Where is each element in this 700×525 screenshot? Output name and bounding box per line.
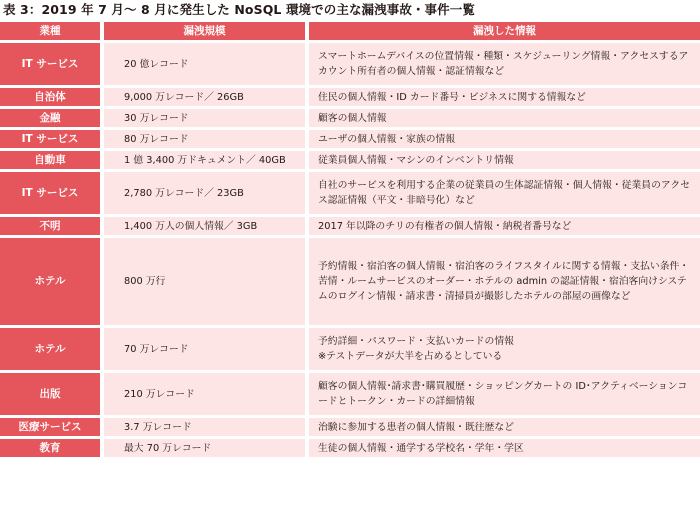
industry-cell: IT サービス: [0, 172, 104, 214]
table-row: [0, 217, 700, 235]
info-cell: 予約情報・宿泊客の個人情報・宿泊客のライフスタイルに関する情報・支払い条件・苦情・ルームサービスのオーダー・ホテルの admin の認証情報・宿泊客向けシステムのログイン情報・請求書・清掃員が撮影したホテルの部屋の画像など: [309, 238, 700, 325]
info-cell: 自社のサービスを利用する企業の従業員の生体認証情報・個人情報・従業員のアクセス認証情報（平文・非暗号化）など: [309, 172, 700, 214]
table-row: [0, 238, 700, 325]
scale-cell: 1,400 万人の個人情報／ 3GB: [104, 217, 309, 235]
industry-cell: 金融: [0, 109, 104, 127]
info-cell: 従業員個人情報・マシンのインベントリ情報: [309, 151, 700, 169]
scale-cell: 1 億 3,400 万ドキュメント／ 40GB: [104, 151, 309, 169]
info-cell: 予約詳細・パスワード・支払いカードの情報 ※テストデータが大半を占めるとしている: [309, 328, 700, 370]
table-row: [0, 373, 700, 415]
table-row: [0, 109, 700, 127]
info-cell: 住民の個人情報・ID カード番号・ビジネスに関する情報など: [309, 88, 700, 106]
table-row: [0, 88, 700, 106]
industry-cell: 教育: [0, 439, 104, 457]
header-row: [0, 22, 700, 40]
table-row: [0, 172, 700, 214]
leak-table: [0, 19, 700, 460]
table-row: [0, 439, 700, 457]
scale-cell: 30 万レコード: [104, 109, 309, 127]
header-info: 漏洩した情報: [309, 22, 700, 40]
info-cell: 2017 年以降のチリの有権者の個人情報・納税者番号など: [309, 217, 700, 235]
table-row: [0, 151, 700, 169]
industry-cell: 自動車: [0, 151, 104, 169]
table-row: [0, 418, 700, 436]
industry-cell: IT サービス: [0, 130, 104, 148]
table-row: [0, 328, 700, 370]
scale-cell: 20 億レコード: [104, 43, 309, 85]
scale-cell: 3.7 万レコード: [104, 418, 309, 436]
header-scale: 漏洩規模: [104, 22, 309, 40]
table-row: [0, 130, 700, 148]
table-title: 表 3：2019 年 7 月～ 8 月に発生した NoSQL 環境での主な漏洩事故・事件一覧: [3, 2, 475, 17]
industry-cell: ホテル: [0, 328, 104, 370]
info-cell: 治験に参加する患者の個人情報・既往歴など: [309, 418, 700, 436]
industry-cell: ホテル: [0, 238, 104, 325]
table-row: [0, 43, 700, 85]
industry-cell: IT サービス: [0, 43, 104, 85]
scale-cell: 70 万レコード: [104, 328, 309, 370]
scale-cell: 9,000 万レコード／ 26GB: [104, 88, 309, 106]
scale-cell: 最大 70 万レコード: [104, 439, 309, 457]
industry-cell: 医療サービス: [0, 418, 104, 436]
info-cell: 生徒の個人情報・通学する学校名・学年・学区: [309, 439, 700, 457]
scale-cell: 2,780 万レコード／ 23GB: [104, 172, 309, 214]
industry-cell: 自治体: [0, 88, 104, 106]
info-cell: 顧客の個人情報･請求書･購買履歴・ショッピングカートの ID･アクティベーションコードとトークン・カードの詳細情報: [309, 373, 700, 415]
info-cell: 顧客の個人情報: [309, 109, 700, 127]
scale-cell: 210 万レコード: [104, 373, 309, 415]
header-industry: 業種: [0, 22, 104, 40]
scale-cell: 800 万行: [104, 238, 309, 325]
scale-cell: 80 万レコード: [104, 130, 309, 148]
industry-cell: 不明: [0, 217, 104, 235]
industry-cell: 出版: [0, 373, 104, 415]
info-cell: ユーザの個人情報・家族の情報: [309, 130, 700, 148]
info-cell: スマートホームデバイスの位置情報・種類・スケジューリング情報・アクセスするアカウント所有者の個人情報・認証情報など: [309, 43, 700, 85]
